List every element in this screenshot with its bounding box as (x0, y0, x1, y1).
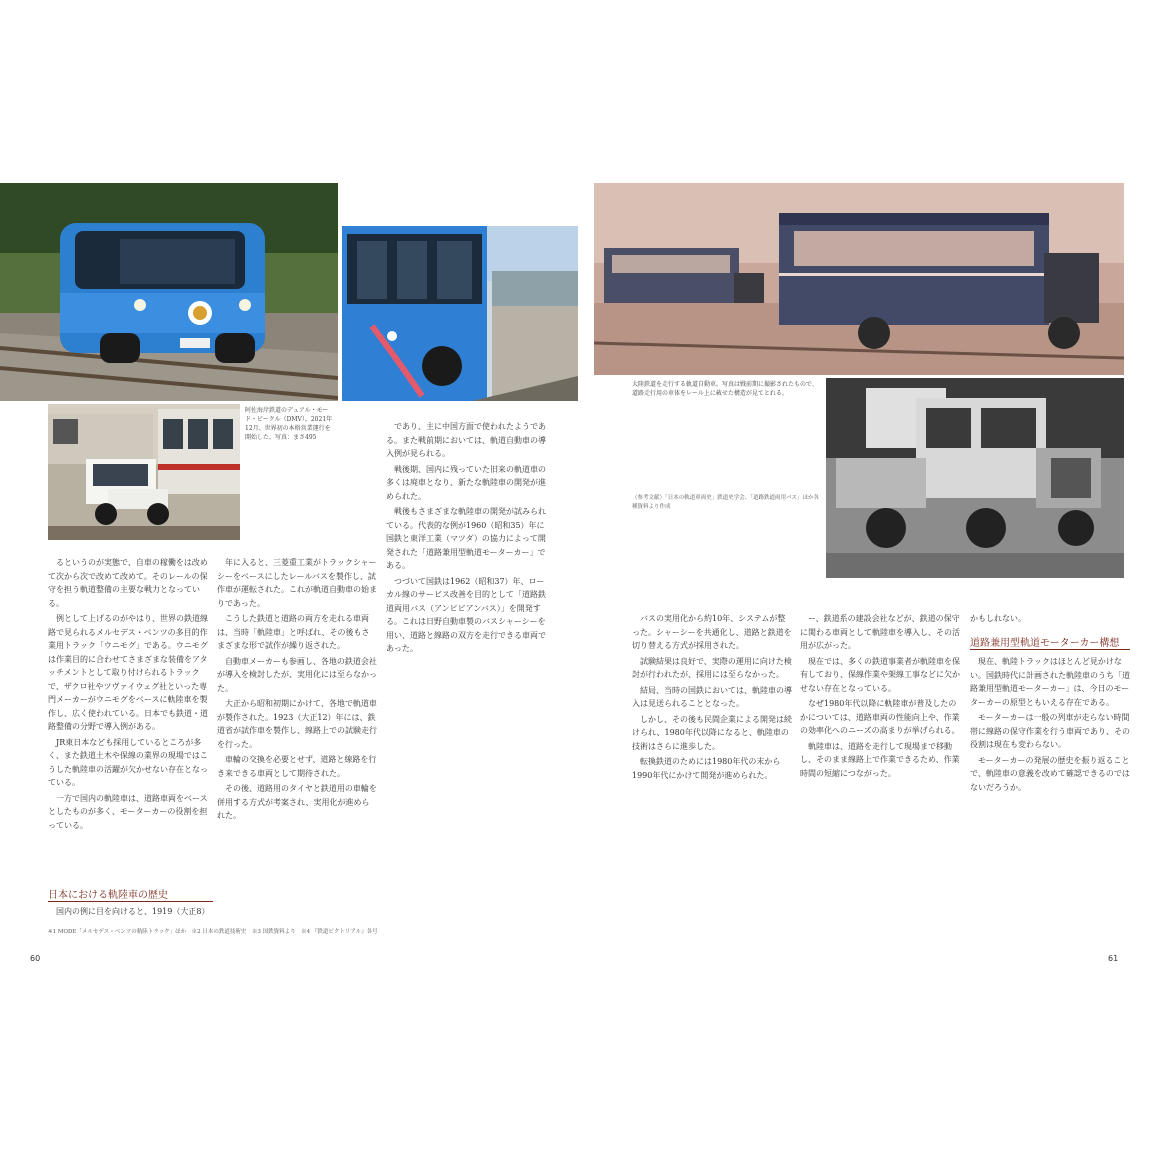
paragraph: 転換鉄道のためには1980年代の末から1990年代にかけて開発が進められた。 (632, 757, 781, 780)
page-number-right: 61 (1108, 954, 1119, 963)
paragraph: 現在、軌陸トラックはほとんど見かけない。国鉄時代に計画された軌陸車のうち「道路兼用型軌道モーターカー」は、今日のモーターカーの原型ともいえる存在である。 (970, 657, 1130, 707)
paragraph: 現在では、多くの鉄道事業者が軌陸車を保有しており、保線作業や架線工事などに欠かせない存在となっている。 (800, 656, 960, 693)
right-col2 (800, 612, 960, 920)
paragraph: バスの実用化から約10年、システムが整った。シャーシーを共通化し、道路と鉄道を切り替える方式が採用された。 (632, 614, 792, 650)
paragraph: モーターカーの発展の歴史を振り返ることで、軌陸車の意義を改めて確認できるのではないだろうか。 (970, 755, 1130, 792)
paragraph: かもしれない。 (970, 614, 1026, 623)
section-heading-right: 道路兼用型軌道モーターカー構想 (970, 634, 1130, 650)
left-col2 (217, 556, 377, 920)
paragraph: 自動車メーカーも参画し、各地の鉄道会社が導入を検討したが、実用化には至らなかった。 (217, 656, 377, 693)
paragraph: JR東日本なども採用しているところが多く、また鉄道土木や保線の業界の現場ではこうした軌陸車の活躍が欠かせない存在となっている。 (48, 737, 208, 787)
photo3-caption: 大陸鉄道を走行する軌道自動車。写真は戦前期に撮影されたもので、道路走行用の車体をレール上に載せた構造が見てとれる。 (632, 381, 818, 397)
section-heading-left: 日本における軌陸車の歴史 (48, 886, 213, 902)
paragraph: つづいて国鉄は1962（昭和37）年、ローカル線のサービス改善を目的として「道路鉄道両用バス（アンピビアンバス）」を開発する。これは日野自動車製のバスシャーシーを用い、道路と線路の双方を走行できる車両であった。 (386, 576, 546, 653)
paragraph: 一方で国内の軌陸車は、道路車両をベースとしたものが多く、モーターカーの役割を担っている。 (48, 793, 208, 830)
dmv-bus-photo-2 (342, 226, 578, 401)
paragraph: なぜ1980年代以降に軌陸車が普及したのかについては、道路車両の性能向上や、作業の効率化へのニーズの高まりが挙げられる。 (800, 699, 960, 735)
rail-truck-bw-photo (826, 378, 1124, 578)
left-col3 (386, 420, 546, 920)
paragraph: ー、鉄道系の建設会社などが、鉄道の保守に関わる車両として軌陸車を導入し、その活用が広がった。 (800, 614, 960, 650)
paragraph: であり、主に中国方面で使われたようである。また戦前期においては、軌道自動車の導入例が見られる。 (386, 422, 546, 458)
footnotes: ※1 MODE「メルセデス・ベンツの軌陸トラック」ほか ※2 日本の鉄道技術史 ※3 国鉄資料より ※4 『鉄道ピクトリアル』各号 (48, 929, 378, 935)
right-col1 (632, 612, 792, 920)
vintage-railbus-photo (594, 183, 1124, 375)
unimog-truck-photo (48, 404, 240, 540)
paragraph: るというのが実態で、自車の稼働をは改めて次から次で改めて改めて。そのレールの保守を担う軌道整備の主要な戦力となっている。 (48, 558, 208, 608)
paragraph: 年に入ると、三菱重工業がトラックシャーシーをベースにしたレールバスを製作し、試作車が運転された。これが軌道自動車の始まりであった。 (217, 558, 377, 608)
photo1-caption: 阿佐海岸鉄道のデュアル・モード・ビークル（DMV）。2021年12月、世界初の本格営業運行を開始した。写真：まさ495 (245, 407, 333, 441)
paragraph: 戦後期、国内に残っていた旧来の軌道車の多くは廃車となり、新たな軌陸車の開発が進められた。 (386, 464, 546, 501)
paragraph: 車輪の交換を必要とせず、道路と線路を行き来できる車両として期待された。 (217, 755, 377, 778)
paragraph: モーターカーは一般の列車が走らない時間帯に線路の保守作業を行う車両であり、その役割は現在も変わらない。 (970, 713, 1130, 749)
paragraph: 国内の例に目を向けると、1919（大正8） (56, 907, 210, 916)
left-col1-after (48, 905, 213, 921)
references: （参考文献）「日本の軌道車両史」鉄道史学会、「道路鉄道両用バス」ほか各種資料より作成 (632, 495, 820, 510)
paragraph: その後、道路用のタイヤと鉄道用の車輪を併用する方式が考案され、実用化が進められた。 (217, 784, 377, 820)
left-col1 (48, 556, 208, 834)
paragraph: 戦後もさまざまな軌陸車の開発が試みられている。代表的な例が1960（昭和35）年に国鉄と東洋工業（マツダ）の協力によって開発された「道路兼用型軌道モーターカー」である。 (386, 507, 546, 570)
right-col3-intro (970, 612, 1130, 628)
paragraph: 軌陸車は、道路を走行して現場まで移動し、そのまま線路上で作業できるため、作業時間の短縮につながった。 (800, 741, 960, 778)
dmv-bus-photo-1 (0, 183, 338, 401)
paragraph: しかし、その後も民間企業による開発は続けられ、1980年代以降になると、軌陸車の技術はさらに進歩した。 (632, 714, 792, 751)
page-number-left: 60 (30, 954, 41, 963)
paragraph: 大正から昭和初期にかけて、各地で軌道車が製作された。1923（大正12）年には、鉄道省が試作車を製作し、線路上での試験走行を行った。 (217, 699, 377, 749)
paragraph: 結局、当時の国鉄においては、軌陸車の導入は見送られることとなった。 (632, 685, 792, 708)
right-col3 (970, 655, 1130, 920)
paragraph: 試験結果は良好で、実際の運用に向けた検討が行われたが、採用には至らなかった。 (632, 656, 792, 679)
paragraph: 例として上げるのがやはり、世界の鉄道線路で見られるメルセデス・ベンツの多目的作業用トラック「ウニモグ」である。ウニモグは作業目的に合わせてさまざまな装備をアタッチメントとして取り付けられるトラックで、ザクロ社やツヴァイウェグ社といった専門メーカーがウニモグをベースに軌陸車を製作し、広く使われている。日本でも鉄道・道路整備の分野で導入例がある。 (48, 614, 208, 731)
paragraph: こうした鉄道と道路の両方を走れる車両は、当時「軌陸車」と呼ばれ、その後もさまざまな形で試作が繰り返された。 (217, 614, 370, 650)
